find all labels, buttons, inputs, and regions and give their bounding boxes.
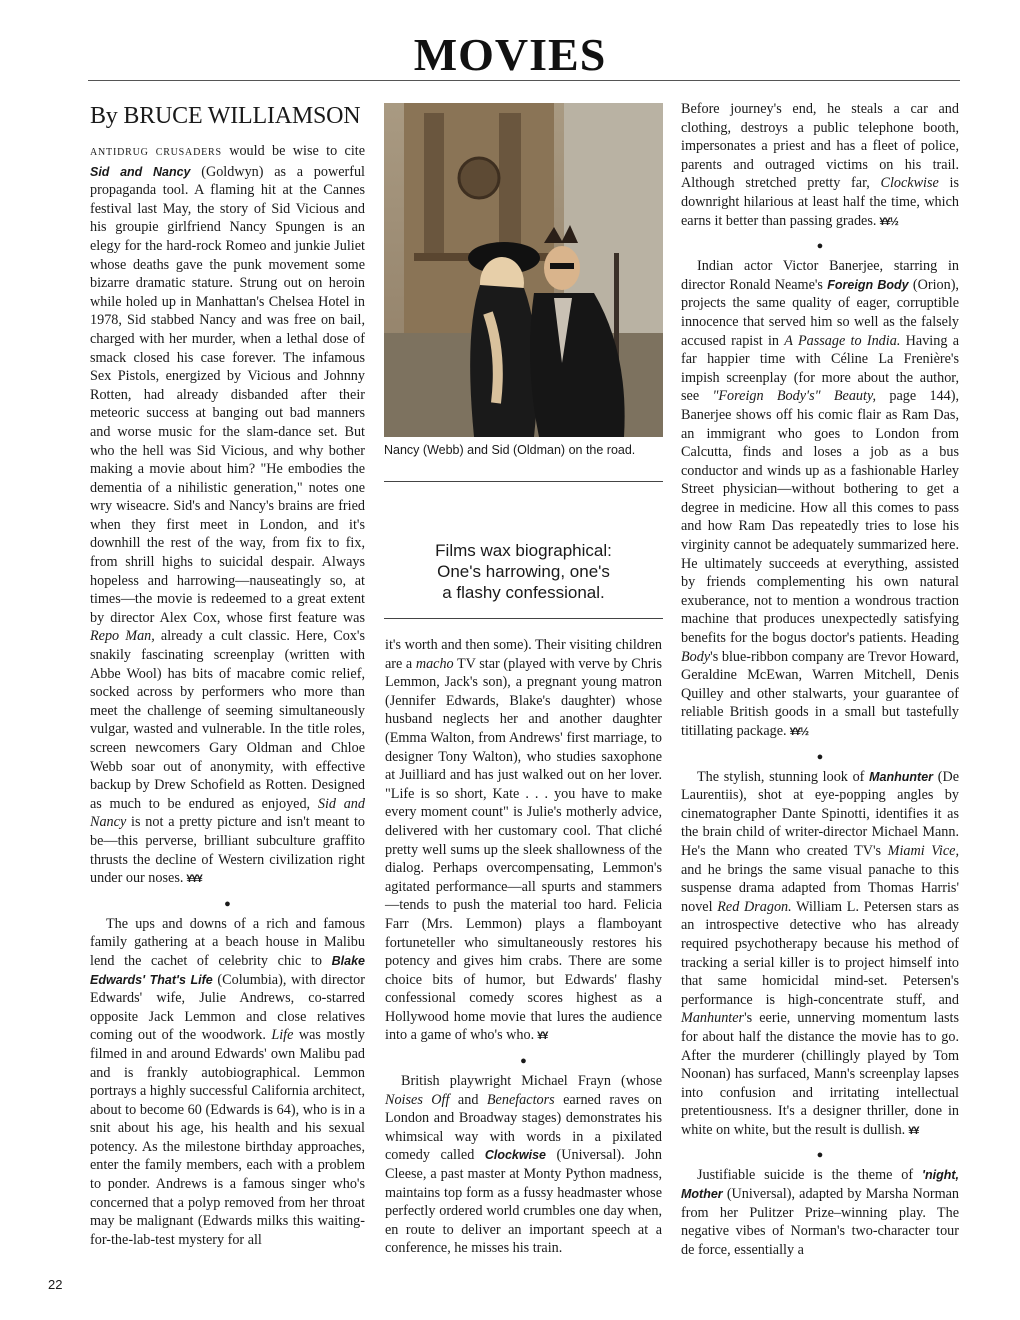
review-text: it's worth and then some). Their visiting children are a	[385, 637, 662, 672]
rating-bunny-icon: ¥¥	[537, 1030, 548, 1043]
review-text: was mostly filmed in and around Edwards' own Malibu pad and is frankly autobiographical. Lemmon portrays a highly successful California architect, about to become 60 (Edwards is 64), who is in a snit about his age, his health and his sexual potency. As the milestone birthday approaches, enter the family members, each with a problem to ponder. Andrews is a famous singer who's concerned that a polyp removed from her throat may be malignant (Edwards milks this waiting-for-the-lab-test mystery for all	[90, 1027, 365, 1248]
film-reference: Life	[271, 1027, 294, 1044]
pullquote-rule-bottom	[384, 618, 663, 619]
rating-bunny-icon: ¥¥¥	[186, 873, 202, 886]
review-text: page 144), Banerjee shows off his comic flair as Ram Das, an immigrant who goes to London from Calcutta, finds and loses a job as a bus conductor and winds up as a fashionable Harley Street physician—without bothering to get a degree in medicine. How all this comes to pass and how Ram Das repeatedly tries to lose his virginity cannot be adequately summarized here. He ultimately succeeds at everything, assisted by friends complementing his own natural exuberance, not to mention a wondrous traction machine that produces unexpectedly satisfying benefits for the bogus doctor's patients. Heading	[681, 388, 959, 647]
page-number: 22	[48, 1277, 63, 1292]
rating-bunny-icon: ¥¥½	[879, 215, 898, 228]
film-reference: A Passage to India.	[784, 332, 901, 349]
article-reference: "Foreign Body's" Beauty,	[712, 388, 877, 405]
film-reference: macho	[415, 655, 454, 672]
review-text: (Goldwyn) as a powerful propaganda tool. A flaming hit at the Cannes festival last May, the story of Sid Vicious and his groupie girlfriend Nancy Spungen is an elegy for the hard-rock Romeo and junkie Juliet whose deaths gave the punk movement some bizarre dramatic stature. Strung out on heroin while holed up in Manhattan's Chelsea Hotel in 1978, Sid stabbed Nancy and was free on bail, charged with her murder, when a lethal dose of smack closed his case forever. The infamous Sex Pistols, energized by Vicious and Johnny Rotten, had already disbanded after their meteoric success at banging out bad manners and worse music for the slam-dance set. But who the hell was Sid Vicious, and why bother making a movie about him? "He embodies the dementia of a nihilistic generation," notes one wry wiseacre. Sid's and Nancy's brains are fried when they first meet in London, and it's downhill the rest of the way, from fix to fix, from shrill highs to suicidal despair. Always hopeless and harrowing—nauseatingly so, at times—the movie is redeemed to a great extent by director Alex Cox, whose first feature was	[90, 163, 365, 626]
film-reference: Manhunter	[681, 1010, 745, 1027]
review-clockwise	[385, 1072, 662, 1258]
rating-bunny-icon: ¥¥½	[789, 726, 809, 738]
film-title: Blake Edwards' That's Life	[90, 953, 365, 987]
film-still-photo	[384, 103, 663, 437]
column-2	[385, 636, 662, 1258]
header-rule	[88, 80, 960, 81]
review-text: (De Laurentiis), shot at eye-popping angles by cinematographer Dante Spinotti, identifies it as the brain child of writer-director Michael Mann. He's the Mann who created TV's	[681, 768, 959, 859]
review-sid-and-nancy	[90, 142, 365, 889]
review-text: is not a pretty picture and isn't meant to be—this perverse, brilliant subculture graffito thrusts the decline of Western civilization right under our noses.	[90, 814, 365, 887]
film-reference: Noises Off	[385, 1091, 450, 1108]
review-text: 's eerie, unnerving momentum lasts for about half the distance the movie has to go. After the murderer (chillingly played by Tom Noonan) has surfaced, Mann's screenplay lapses into confusion and irritating intellectual pretentiousness. It's a designer thriller, done in white on white, but the result is dullish.	[681, 1010, 959, 1138]
separator-bullet: ●	[816, 1149, 824, 1162]
photo-caption: Nancy (Webb) and Sid (Oldman) on the road.	[384, 443, 636, 457]
lead-in: ANTIDRUG CRUSADERS	[90, 147, 222, 158]
pullquote-line: a flashy confessional.	[442, 583, 605, 602]
review-text: 's blue-ribbon company are Trevor Howard, Geraldine McEwan, Warren Mitchell, Denis Quilley and other stalwarts, your guarantee of reliable British goods in a small but tastefully titillating package.	[681, 648, 959, 739]
film-reference: Clockwise	[880, 175, 939, 192]
review-text: is downright hilarious at least half the time, which earns it better than passing grades.	[681, 175, 960, 229]
review-text: would be wise to cite	[221, 143, 365, 159]
review-text: (Columbia), with director Edwards' wife, Julie Andrews, co-starred opposite Jack Lemmon and close relatives coming out of the woodwork.	[90, 971, 365, 1044]
pullquote-line: One's harrowing, one's	[437, 562, 610, 581]
review-text: (Orion), projects the same quality of eager, corruptible innocence that served him so well as the falsely accused rapist in	[681, 276, 959, 349]
section-title: MOVIES	[413, 29, 607, 80]
film-title: Manhunter	[869, 769, 934, 784]
review-thats-life-cont	[385, 636, 662, 1046]
photo-illustration	[384, 103, 663, 437]
review-text: already a cult classic. Here, Cox's snakily fascinating screenplay (written with Abbe Wool) has bits of macabre comic relief, socked across by performers who more than meet the challenge of seeming simultaneously vulgar, wasted and vulnerable. In the title roles, screen newcomers Gary Oldman and Chloe Webb soar out of anonymity, with effective backup by Drew Schofield as Rotten. Designed as much to be endured as enjoyed,	[90, 628, 365, 812]
review-text: British playwright Michael Frayn (whose	[401, 1073, 662, 1090]
film-reference: Sid and Nancy	[90, 795, 365, 831]
film-reference: Benefactors	[486, 1091, 555, 1108]
review-manhunter	[681, 768, 959, 1141]
separator-bullet: ●	[816, 750, 824, 763]
film-title: 'night, Mother	[681, 1168, 959, 1202]
film-reference: Body	[681, 648, 711, 665]
review-text: earned raves on London and Broadway stages) demonstrates his whimsical way with words in a pixilated comedy called	[385, 1091, 662, 1164]
film-title: Sid and Nancy	[90, 164, 191, 179]
separator-bullet: ●	[224, 897, 231, 910]
column-1	[90, 100, 365, 1249]
film-title: Foreign Body	[827, 277, 909, 292]
pullquote-rule-top	[384, 481, 663, 482]
review-night-mother	[681, 1166, 959, 1259]
separator-bullet: ●	[520, 1055, 527, 1068]
byline: By BRUCE WILLIAMSON	[90, 103, 361, 129]
review-clockwise-cont	[681, 100, 959, 231]
review-text: William L. Petersen stars as an introspective detective who has already required psychotherapy because his method of tracking a serial killer is to project himself into that same homicidal mind-set. Petersen's performance is high-concentrate stuff, and	[681, 898, 960, 1008]
review-text: The stylish, stunning look of	[697, 768, 870, 785]
column-3	[681, 100, 959, 1259]
review-text: and	[449, 1091, 487, 1108]
pullquote-line: Films wax biographical:	[435, 541, 612, 560]
film-reference: Red Dragon.	[717, 898, 792, 915]
pull-quote	[384, 540, 663, 603]
review-text: and he brings the same visual panache to this suspense drama adapted from Thomas Harris' novel	[681, 861, 959, 915]
review-text: (Universal), adapted by Marsha Norman from her Pulitzer Prize–winning play. The negative vibes of Norman's two-character tour de force, essentially a	[681, 1186, 959, 1258]
film-reference: Repo Man,	[90, 628, 155, 645]
rating-bunny-icon: ¥¥	[908, 1124, 919, 1137]
review-text: Having a far happier time with Céline La Frenière's impish screenplay (for more about the author, see	[681, 332, 959, 405]
review-text: (Universal). John Cleese, a past master at Monty Python madness, maintains top form as a fussy headmaster whose perfectly ordered world crumbles one day when, en route to deliver an important speech at a conference, he misses his train.	[385, 1147, 662, 1257]
review-text: TV star (played with verve by Chris Lemmon, Jack's son), a pregnant young matron (Jennifer Edwards, Blake's daughter) whose husband neglects her and another daughter (Emma Walton, from Andrews' first marriage, to designer Tony Walton), who studies saxophone at Juilliard and has just walked out on her lover. "Life is so short, Kate . . . you have to make every moment count" is Julie's motherly advice, delivered with her customary cool. That cliché pretty well sums up the sleek shallowness of the dialog. Perhaps overcompensating, Lemmon's agitated performance—all spurts and stammers—tends to push the material too hard. Felicia Farr (Mrs. Lemmon) plays a flamboyant fortuneteller who simultaneously restores his potency and gives him crabs. There are some choice bits of humor, but Edwards' flashy confessional comedy scores highest as a Hollywood home movie that lures the audience into a game of who's who.	[385, 655, 662, 1044]
film-reference: Miami Vice,	[887, 842, 959, 859]
review-text: Indian actor Victor Banerjee, starring in director Ronald Neame's	[681, 258, 959, 293]
separator-bullet: ●	[816, 240, 824, 253]
review-text: Justifiable suicide is the theme of	[697, 1167, 922, 1184]
film-title: Clockwise	[484, 1148, 546, 1163]
review-foreign-body	[681, 257, 959, 741]
review-text: The ups and downs of a rich and famous family gathering at a beach house in Malibu lend the cachet of celebrity chic to	[90, 915, 365, 969]
review-text: Before journey's end, he steals a car and clothing, destroys a public telephone booth, impersonates a priest and has a fleet of police, parents and outraged victims on his trail. Although stretched pretty far,	[681, 101, 959, 192]
review-thats-life	[90, 915, 365, 1250]
